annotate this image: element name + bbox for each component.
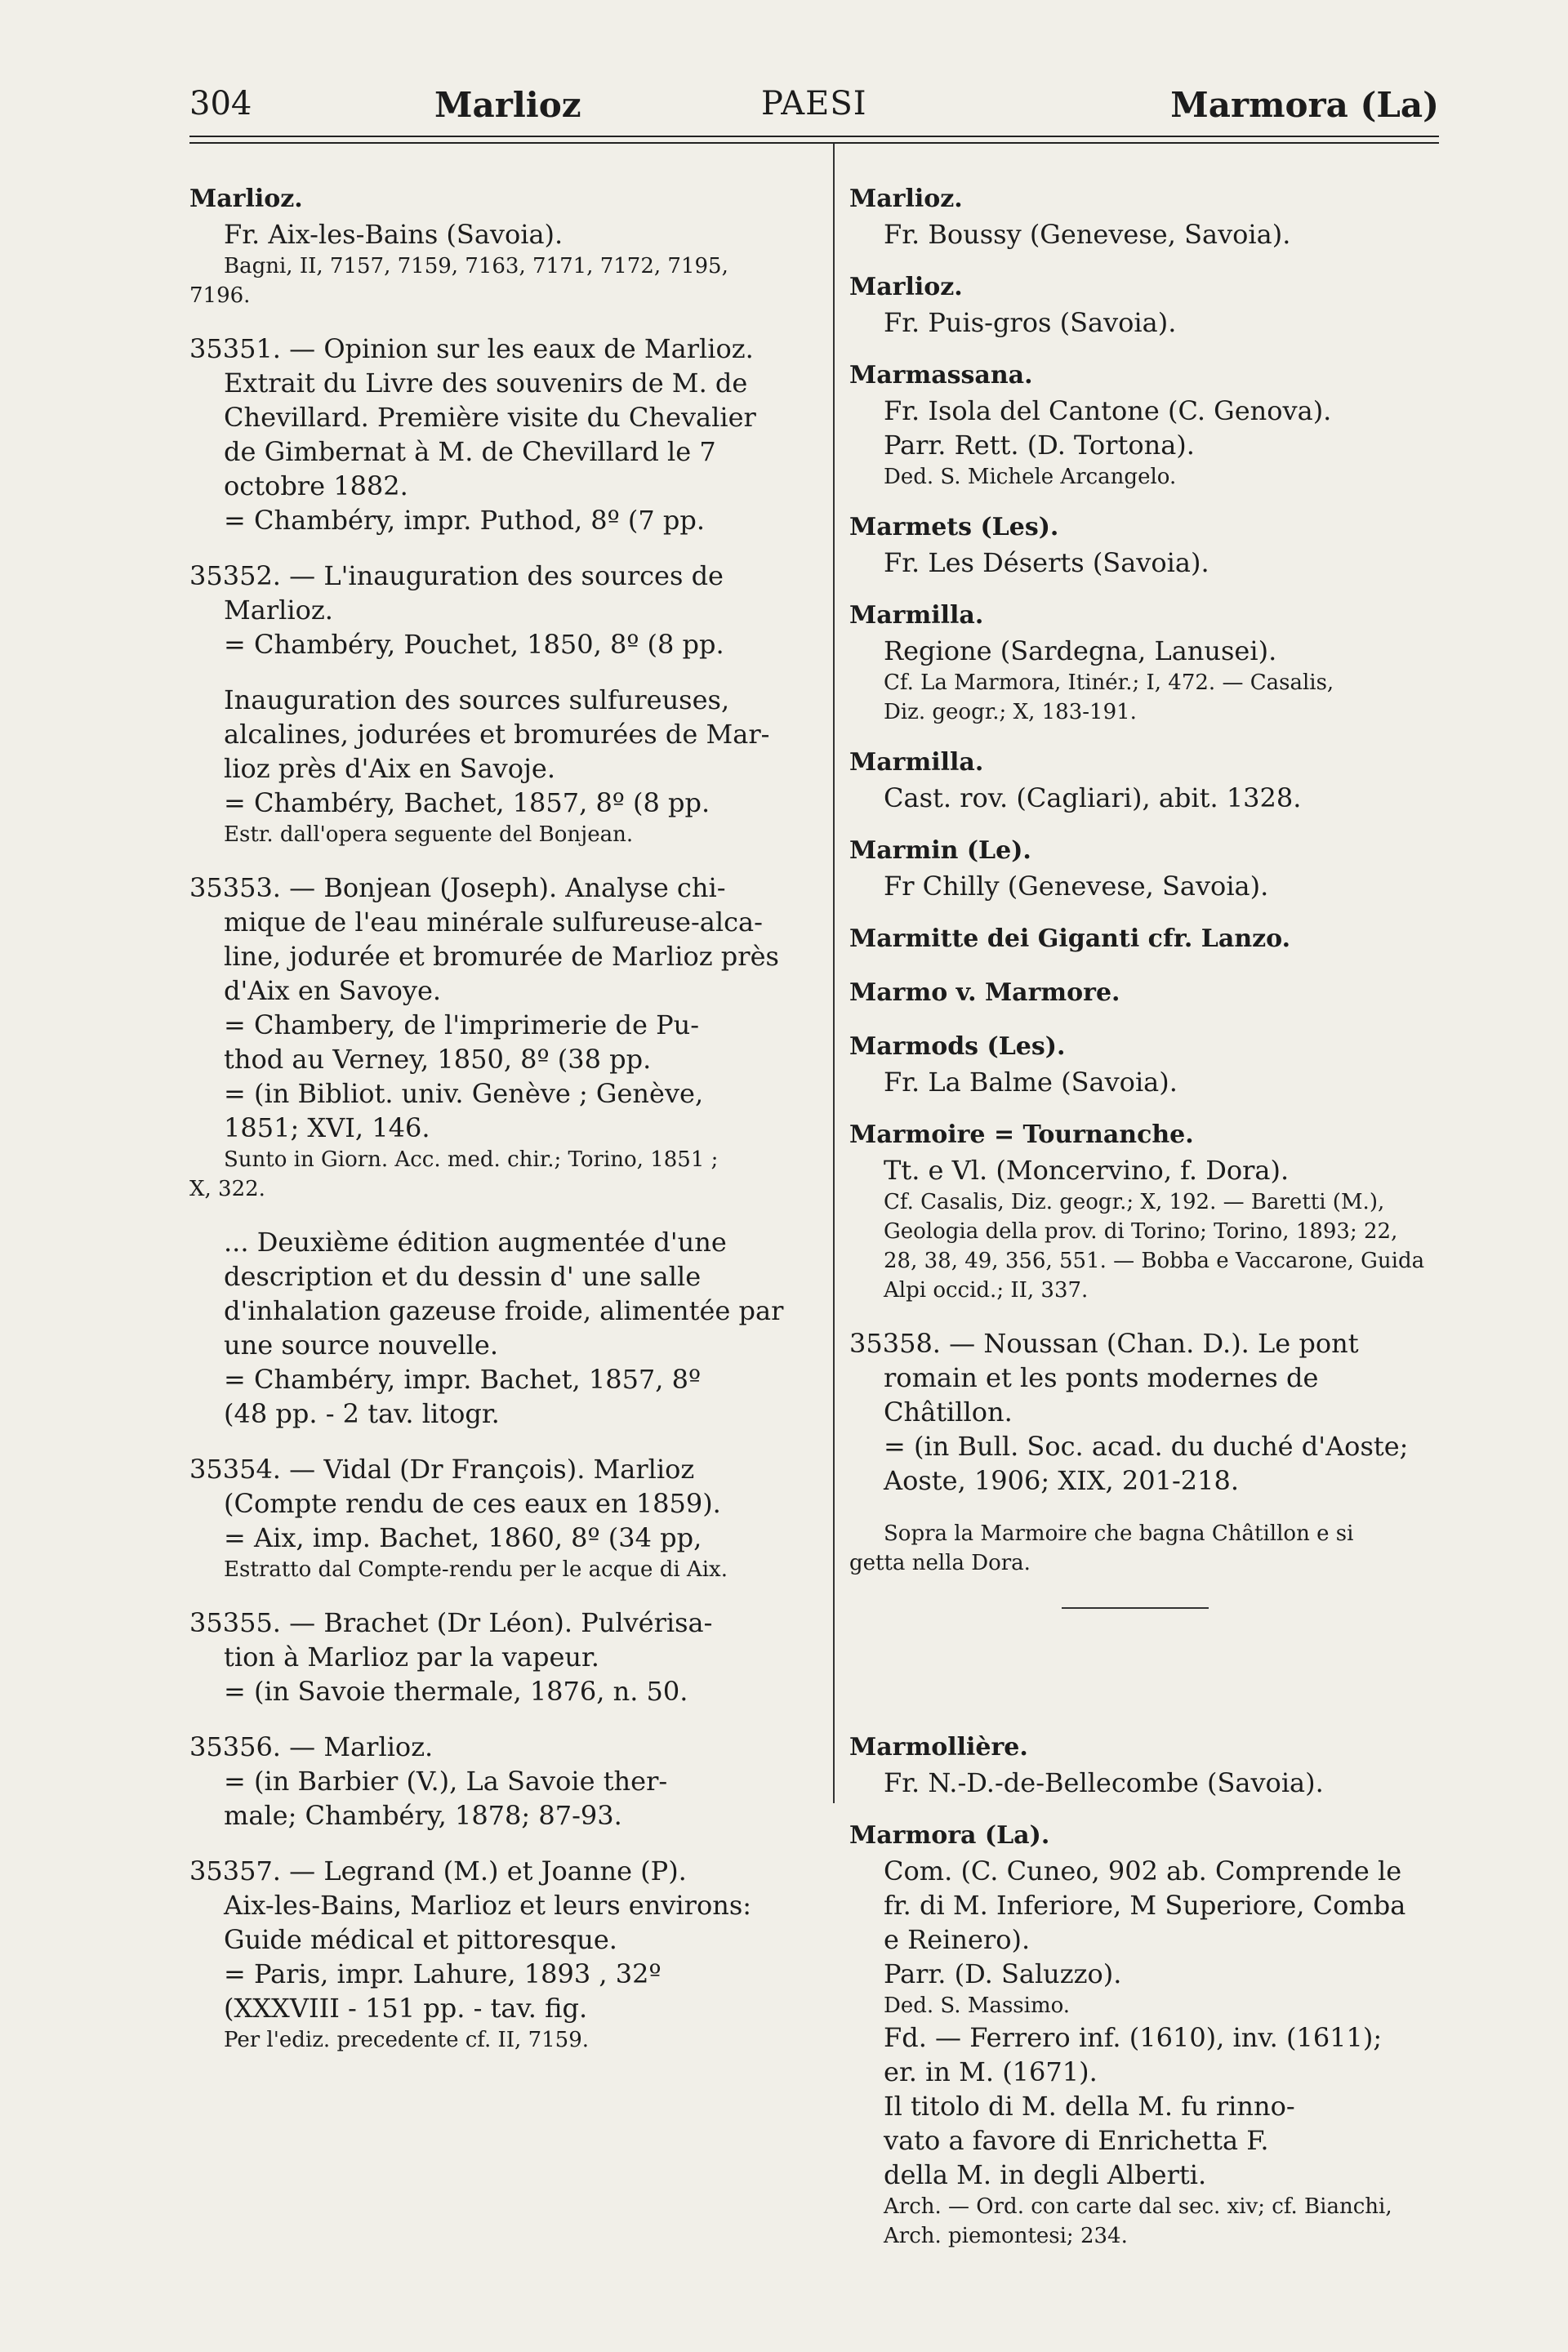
left-column — [189, 181, 812, 2055]
entry-heading: Marmitte dei Giganti cfr. Lanzo. — [849, 924, 1291, 953]
entry-line: = Chambéry, impr. Puthod, 8º (7 pp. — [224, 505, 706, 536]
entry-note: Bagni, II, 7157, 7159, 7163, 7171, 7172, 7195, — [224, 254, 728, 278]
entry-line: tion à Marlioz par la vapeur. — [224, 1642, 599, 1673]
entry-line: e Reinero). — [884, 1924, 1031, 1955]
spacer — [189, 537, 812, 559]
entry-heading: Marlioz. — [849, 185, 963, 213]
spacer — [189, 1584, 812, 1606]
entry-line: Fd. — Ferrero inf. (1610), inv. (1611); — [884, 2022, 1383, 2053]
entry-heading: Marmilla. — [849, 601, 984, 630]
header-rule-bottom — [189, 142, 1439, 144]
entry-line: = Chambéry, Bachet, 1857, 8º (8 pp. — [224, 787, 710, 818]
entry-line: Fr. Isola del Cantone (C. Genova). — [884, 395, 1332, 426]
spacer — [849, 1498, 1439, 1519]
entry-line: mique de l'eau minérale sulfureuse-alca- — [224, 906, 763, 938]
entry-line: Fr Chilly (Genevese, Savoia). — [884, 871, 1269, 902]
entry-line: = Aix, imp. Bachet, 1860, 8º (34 pp, — [224, 1522, 702, 1553]
entry-line: 35351. — Opinion sur les eaux de Marlioz. — [189, 333, 754, 364]
entry-note: Sopra la Marmoire che bagna Châtillon e si — [884, 1521, 1354, 1546]
entry-note: Alpi occid.; II, 337. — [884, 1278, 1089, 1303]
entry-line: = (in Barbier (V.), La Savoie ther- — [224, 1766, 668, 1797]
header-left-entry: Marlioz — [434, 85, 581, 125]
header-section-title: PAESI — [761, 85, 867, 122]
entry-line: fr. di M. Inferiore, M Superiore, Comba — [884, 1890, 1406, 1921]
entry-line: = Chambéry, Pouchet, 1850, 8º (8 pp. — [224, 629, 724, 660]
entry-note: Ded. S. Massimo. — [884, 1993, 1071, 2018]
entry-heading: Marmin (Le). — [849, 836, 1031, 865]
spacer — [189, 1431, 812, 1452]
entry-line: 35358. — Noussan (Chan. D.). Le pont — [849, 1328, 1359, 1359]
entry-note: Sunto in Giorn. Acc. med. chir.; Torino, 1851 ; — [224, 1147, 719, 1172]
entry-line: Inauguration des sources sulfureuses, — [224, 684, 730, 715]
entry-line: Com. (C. Cuneo, 902 ab. Comprende le — [884, 1855, 1402, 1886]
entry-line: = Chambéry, impr. Bachet, 1857, 8º — [224, 1364, 702, 1395]
entry-line: ... Deuxième édition augmentée d'une — [224, 1227, 727, 1258]
entry-line: d'inhalation gazeuse froide, alimentée par — [224, 1295, 784, 1326]
entry-note: Arch. — Ord. con carte dal sec. xiv; cf. Bianchi, — [884, 2194, 1392, 2219]
entry-note: 28, 38, 49, 356, 551. — Bobba e Vaccarone, Guida — [884, 1249, 1425, 1273]
entry-line: 35352. — L'inauguration des sources de — [189, 560, 724, 591]
entry-note: Ded. S. Michele Arcangelo. — [884, 465, 1177, 489]
spacer — [849, 1305, 1439, 1326]
entry-line: vato a favore di Enrichetta F. — [884, 2125, 1269, 2156]
entry-line: d'Aix en Savoye. — [224, 975, 442, 1006]
column-divider — [833, 144, 835, 1803]
entry-note: 7196. — [189, 283, 251, 308]
entry-heading: Marmo v. Marmore. — [849, 978, 1120, 1007]
entry-line: octobre 1882. — [224, 470, 408, 501]
spacer — [189, 849, 812, 871]
entry-line: Parr. (D. Saluzzo). — [884, 1958, 1122, 1989]
entry-line: Tt. e Vl. (Moncervino, f. Dora). — [884, 1155, 1290, 1186]
entry-line: Il titolo di M. della M. fu rinno- — [884, 2091, 1295, 2122]
entry-line: (Compte rendu de ces eaux en 1859). — [224, 1488, 721, 1519]
entry-heading: Marlioz. — [849, 273, 963, 301]
entry-note: getta nella Dora. — [849, 1551, 1031, 1575]
entry-line: Parr. Rett. (D. Tortona). — [884, 430, 1195, 461]
entry-line: alcalines, jodurées et bromurées de Mar- — [224, 719, 770, 750]
entry-note: Estratto dal Compte-rendu per le acque di Aix. — [224, 1557, 728, 1582]
spacer — [189, 310, 812, 332]
entry-line: = (in Savoie thermale, 1876, n. 50. — [224, 1676, 688, 1707]
entry-line: = Paris, impr. Lahure, 1893 , 32º — [224, 1958, 662, 1989]
entry-line: er. in M. (1671). — [884, 2056, 1098, 2087]
entry-line: = (in Bull. Soc. acad. du duché d'Aoste; — [884, 1431, 1409, 1462]
page-number: 304 — [189, 85, 252, 122]
entry-line: 35357. — Legrand (M.) et Joanne (P). — [189, 1855, 687, 1886]
entry-line: (XXXVIII - 151 pp. - tav. fig. — [224, 1993, 588, 2024]
entry-line: 35353. — Bonjean (Joseph). Analyse chi- — [189, 872, 726, 903]
entry-line: 35356. — Marlioz. — [189, 1731, 434, 1762]
entry-heading: Marmassana. — [849, 361, 1033, 390]
spacer — [849, 1638, 1439, 1712]
entry-line: romain et les ponts modernes de Châtillon. — [884, 1362, 1319, 1428]
section-separator — [1062, 1607, 1209, 1609]
entry-line: = (in Bibliot. univ. Genève ; Genève, — [224, 1078, 704, 1109]
entry-line: Aix-les-Bains, Marlioz et leurs environs: — [224, 1890, 752, 1921]
entry-line: = Chambery, de l'imprimerie de Pu- — [224, 1009, 700, 1040]
entry-line: Fr. Boussy (Genevese, Savoia). — [884, 219, 1291, 250]
entry-heading: Marmoire = Tournanche. — [849, 1120, 1194, 1149]
spacer — [189, 1708, 812, 1730]
entry-line: lioz près d'Aix en Savoje. — [224, 753, 556, 784]
entry-line: de Gimbernat à M. de Chevillard le 7 — [224, 436, 716, 467]
entry-line: Guide médical et pittoresque. — [224, 1924, 617, 1955]
entry-line: Fr. Les Déserts (Savoia). — [884, 547, 1209, 578]
entry-line: Extrait du Livre des souvenirs de M. de — [224, 368, 748, 399]
running-header — [189, 85, 1439, 134]
entry-note: Estr. dall'opera seguente del Bonjean. — [224, 822, 634, 847]
entry-heading: Marmets (Les). — [849, 513, 1059, 541]
entry-line: Fr. N.-D.-de-Bellecombe (Savoia). — [884, 1767, 1324, 1798]
entry-note: Cf. La Marmora, Itinér.; I, 472. — Casalis, — [884, 670, 1334, 695]
entry-line: thod au Verney, 1850, 8º (38 pp. — [224, 1044, 652, 1075]
entry-line: une source nouvelle. — [224, 1330, 499, 1361]
spacer — [189, 662, 812, 683]
entry-line: 1851; XVI, 146. — [224, 1112, 430, 1143]
entry-heading: Marmora (La). — [849, 1821, 1050, 1850]
entry-note: Per l'ediz. precedente cf. II, 7159. — [224, 2028, 590, 2052]
entry-line: Chevillard. Première visite du Chevalier — [224, 402, 756, 433]
spacer — [189, 1833, 812, 1854]
header-right-entry: Marmora (La) — [1170, 85, 1439, 125]
entry-line: Cast. rov. (Cagliari), abit. 1328. — [884, 782, 1302, 813]
entry-heading: Marmods (Les). — [849, 1032, 1066, 1061]
entry-line: 35355. — Brachet (Dr Léon). Pulvérisa- — [189, 1607, 713, 1638]
entry-line: 35354. — Vidal (Dr François). Marlioz — [189, 1454, 695, 1485]
entry-line: Fr. La Balme (Savoia). — [884, 1067, 1178, 1098]
entry-note: Cf. Casalis, Diz. geogr.; X, 192. — Baretti (M.), — [884, 1190, 1385, 1214]
entry-line: Fr. Aix-les-Bains (Savoia). — [224, 219, 564, 250]
entry-line: Aoste, 1906; XIX, 201-218. — [884, 1465, 1240, 1496]
entry-line: Regione (Sardegna, Lanusei). — [884, 635, 1277, 666]
entry-line: description et du dessin d' une salle — [224, 1261, 702, 1292]
entry-heading: Marlioz. — [189, 185, 303, 213]
entry-heading: Marmilla. — [849, 748, 984, 777]
header-rule-top — [189, 136, 1439, 137]
right-column — [849, 181, 1439, 2251]
entry-note: Diz. geogr.; X, 183-191. — [884, 700, 1137, 724]
entry-line: Marlioz. — [224, 595, 333, 626]
entry-line: della M. in degli Alberti. — [884, 2159, 1207, 2190]
entry-line: (48 pp. - 2 tav. litogr. — [224, 1398, 500, 1429]
entry-line: line, jodurée et bromurée de Marlioz près — [224, 941, 779, 972]
entry-note: X, 322. — [189, 1177, 265, 1201]
spacer — [189, 1204, 812, 1225]
entry-heading: Marmollière. — [849, 1733, 1028, 1762]
entry-line: Fr. Puis-gros (Savoia). — [884, 307, 1177, 338]
entry-line: male; Chambéry, 1878; 87-93. — [224, 1800, 622, 1831]
entry-note: Geologia della prov. di Torino; Torino, 1893; 22, — [884, 1219, 1398, 1244]
entry-note: Arch. piemontesi; 234. — [884, 2224, 1128, 2248]
